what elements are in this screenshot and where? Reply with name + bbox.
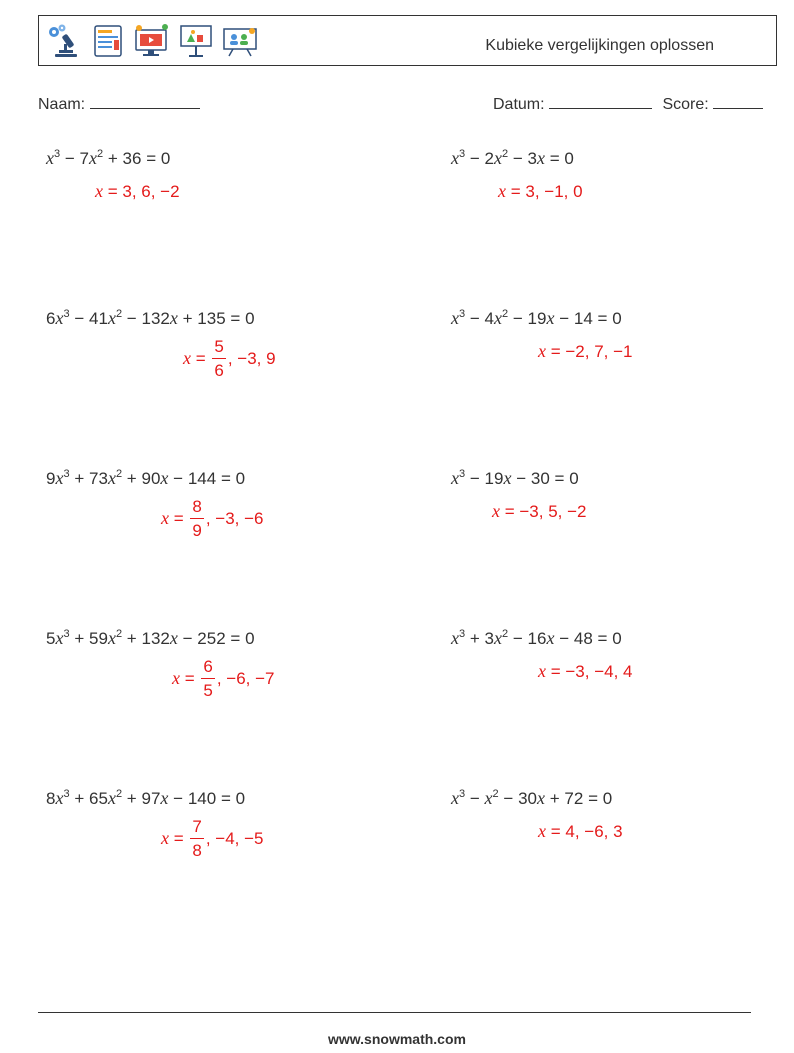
footer-url: www.snowmath.com xyxy=(328,1031,466,1047)
score-line[interactable] xyxy=(713,94,763,109)
date-score-fields xyxy=(493,94,763,114)
answer-values: −2, 7, −1 xyxy=(565,341,633,361)
problem-equation: $x^3 + 3x^2 - 16x - 48 = 0$ xyxy=(451,628,622,648)
answer-fraction: $\frac{7}{8}$ xyxy=(192,817,202,860)
answer-prefix: x = xyxy=(95,181,123,201)
answer-fraction: $\frac{8}{9}$ xyxy=(192,497,202,540)
worksheet-title: Kubieke vergelijkingen oplossen xyxy=(485,37,714,54)
problem-answer xyxy=(161,818,264,859)
problem-equation: $x^3 - x^2 - 30x + 72 = 0$ xyxy=(451,788,613,808)
problem-equation: $x^3 - 7x^2 + 36 = 0$ xyxy=(46,148,171,168)
answer-values: , −3, −6 xyxy=(205,508,264,528)
answer-values: 3, −1, 0 xyxy=(525,181,583,201)
answer-values: , −3, 9 xyxy=(227,348,276,368)
problem-answer xyxy=(172,658,275,699)
answer-prefix: x = xyxy=(492,501,520,521)
answer-fraction: $\frac{5}{6}$ xyxy=(214,337,224,380)
answer-values: , −6, −7 xyxy=(216,668,275,688)
date-label: Datum: xyxy=(493,96,545,113)
score-label: Score: xyxy=(662,96,709,113)
monitor-video-icon xyxy=(133,22,171,60)
answer-prefix: x = xyxy=(161,508,189,528)
answer-prefix: x = xyxy=(172,668,200,688)
answer-values: −3, −4, 4 xyxy=(565,661,633,681)
problem-equation: $8x^3 + 65x^2 + 97x - 140 = 0$ xyxy=(46,788,246,808)
header-icons xyxy=(45,22,259,60)
answer-prefix: x = xyxy=(538,821,566,841)
problem-equation: $6x^3 - 41x^2 - 132x + 135 = 0$ xyxy=(46,308,255,328)
answer-prefix: x = xyxy=(538,661,566,681)
answer-values: 4, −6, 3 xyxy=(565,821,623,841)
answer-values: 3, 6, −2 xyxy=(122,181,180,201)
problem-equation: $x^3 - 4x^2 - 19x - 14 = 0$ xyxy=(451,308,622,328)
answer-values: , −4, −5 xyxy=(205,828,264,848)
screen-people-icon xyxy=(221,22,259,60)
answer-prefix: x = xyxy=(183,348,211,368)
answer-prefix: x = xyxy=(161,828,189,848)
microscope-gears-icon xyxy=(45,22,83,60)
answer-fraction: $\frac{6}{5}$ xyxy=(203,657,213,700)
name-field xyxy=(38,94,200,114)
problem-answer xyxy=(498,181,583,202)
document-list-icon xyxy=(89,22,127,60)
date-line[interactable] xyxy=(549,94,652,109)
problem-equation: $9x^3 + 73x^2 + 90x - 144 = 0$ xyxy=(46,468,246,488)
problem-answer xyxy=(95,181,180,202)
problem-answer xyxy=(538,341,633,362)
problem-answer xyxy=(538,821,623,842)
footer-divider xyxy=(38,1012,751,1013)
answer-prefix: x = xyxy=(498,181,526,201)
answer-prefix: x = xyxy=(538,341,566,361)
answer-values: −3, 5, −2 xyxy=(519,501,587,521)
problem-equation: $x^3 - 19x - 30 = 0$ xyxy=(451,468,579,488)
name-label: Naam: xyxy=(38,96,86,113)
presentation-board-icon xyxy=(177,22,215,60)
problem-equation: $x^3 - 2x^2 - 3x = 0$ xyxy=(451,148,574,168)
problem-equation: $5x^3 + 59x^2 + 132x - 252 = 0$ xyxy=(46,628,255,648)
name-line[interactable] xyxy=(90,94,200,109)
worksheet-header xyxy=(38,15,777,66)
problem-answer xyxy=(538,661,633,682)
problem-answer xyxy=(183,338,276,379)
problem-answer xyxy=(161,498,264,539)
problem-answer xyxy=(492,501,587,522)
